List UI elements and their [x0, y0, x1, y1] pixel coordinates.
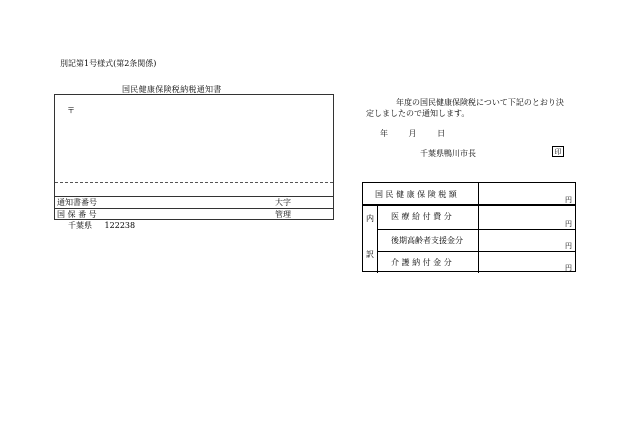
breakdown-label-bottom: 訳 — [366, 250, 374, 259]
address-box — [54, 94, 334, 220]
notice-text-line1: 年度の国民健康保険税について下記のとおり決 — [396, 98, 564, 107]
mayor-title: 千葉県鴨川市長 — [420, 149, 476, 158]
elderly-support-label: 後期高齢者支援金分 — [391, 236, 463, 245]
table-divider — [377, 205, 378, 273]
yen-unit: 円 — [565, 220, 572, 228]
table-divider — [377, 251, 575, 252]
yen-unit: 円 — [565, 196, 572, 204]
date-year: 年 — [380, 129, 388, 138]
seal-stamp: 印 — [552, 146, 564, 157]
table-divider — [377, 229, 575, 230]
yen-unit: 円 — [565, 242, 572, 250]
prefecture-line — [68, 220, 135, 231]
management-label: 管理 — [275, 210, 291, 219]
notice-title: 国民健康保険税納税通知書 — [122, 85, 222, 94]
form-header: 別記第1号様式(第2条関係) — [60, 59, 157, 68]
cut-line — [55, 182, 333, 183]
medical-benefit-label: 医 療 給 付 費 分 — [391, 212, 452, 221]
postal-mark: 〒 — [67, 106, 75, 115]
date-day: 日 — [437, 129, 446, 138]
notice-text-line2: 定しましたので通知します。 — [366, 109, 470, 118]
yen-unit: 円 — [565, 264, 572, 272]
date-month: 月 — [408, 129, 417, 138]
prefecture-code: 122238 — [104, 221, 136, 230]
insurance-number-label: 国 保 番 号 — [57, 210, 97, 219]
prefecture-name: 千葉県 — [68, 221, 92, 230]
table-divider — [363, 204, 575, 206]
row-divider — [55, 208, 333, 209]
breakdown-label-top: 内 — [366, 214, 374, 223]
notice-number-label: 通知書番号 — [57, 198, 97, 207]
district-label: 大字 — [275, 198, 291, 207]
total-tax-label: 国 民 健 康 保 険 税 額 — [375, 190, 457, 199]
date-line — [380, 128, 463, 139]
table-divider — [478, 183, 479, 273]
nursing-care-label: 介 護 納 付 金 分 — [391, 258, 452, 267]
tax-amount-table — [362, 182, 576, 272]
